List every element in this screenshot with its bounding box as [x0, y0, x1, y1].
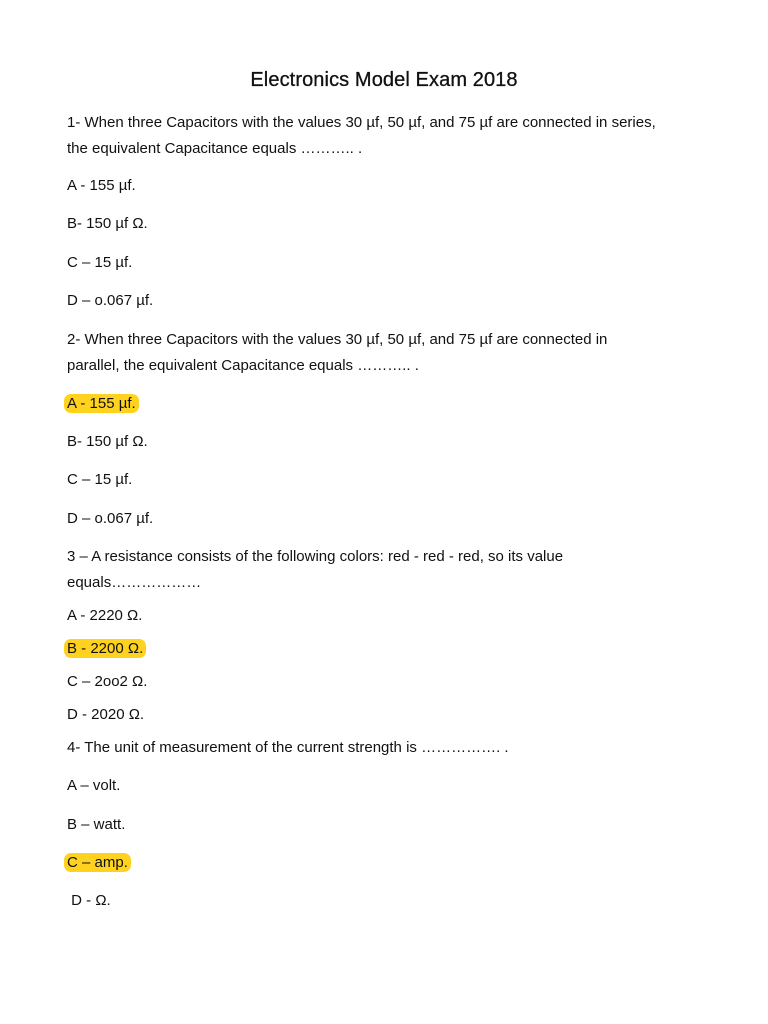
question-3-option-c: C – 2oo2 Ω. — [67, 673, 148, 690]
question-4-option-b: B – watt. — [67, 816, 126, 833]
question-2-stem-line-1: 2- When three Capacitors with the values 30 µf, 50 µf, and 75 µf are connected in — [67, 331, 608, 348]
question-1-stem-line-2: the equivalent Capacitance equals ……….. . — [67, 140, 363, 157]
question-1-option-b: B- 150 µf Ω. — [67, 215, 148, 232]
question-3-option-a: A - 2220 Ω. — [67, 607, 143, 624]
question-2-option-d: D – o.067 µf. — [67, 510, 154, 527]
question-4-stem-line-1: 4- The unit of measurement of the current strength is ……………. . — [67, 739, 509, 756]
question-3-stem-line-1: 3 – A resistance consists of the following colors: red - red - red, so its value — [67, 548, 564, 565]
question-4-option-d: D - Ω. — [67, 892, 111, 909]
question-3-option-d: D - 2020 Ω. — [67, 706, 145, 723]
question-2-option-c: C – 15 µf. — [67, 471, 133, 488]
question-2-option-a-answer — [67, 394, 139, 414]
answer-highlight: C – amp. — [64, 853, 131, 872]
question-4-option-a: A – volt. — [67, 777, 121, 794]
question-1-option-d: D – o.067 µf. — [67, 292, 154, 309]
question-2-option-b: B- 150 µf Ω. — [67, 433, 148, 450]
answer-highlight: B - 2200 Ω. — [64, 639, 146, 658]
question-3-option-b-answer — [67, 639, 146, 659]
question-1-option-c: C – 15 µf. — [67, 254, 133, 271]
page-title: Electronics Model Exam 2018 — [250, 69, 518, 91]
question-4-option-c-answer — [67, 853, 131, 873]
question-2-stem-line-2: parallel, the equivalent Capacitance equals ……….. . — [67, 357, 419, 374]
question-1-option-a: A - 155 µf. — [67, 177, 136, 194]
question-1-stem-line-1: 1- When three Capacitors with the values 30 µf, 50 µf, and 75 µf are connected in series, — [67, 114, 656, 131]
answer-highlight: A - 155 µf. — [64, 394, 139, 413]
question-3-stem-line-2: equals……………… — [67, 574, 202, 591]
